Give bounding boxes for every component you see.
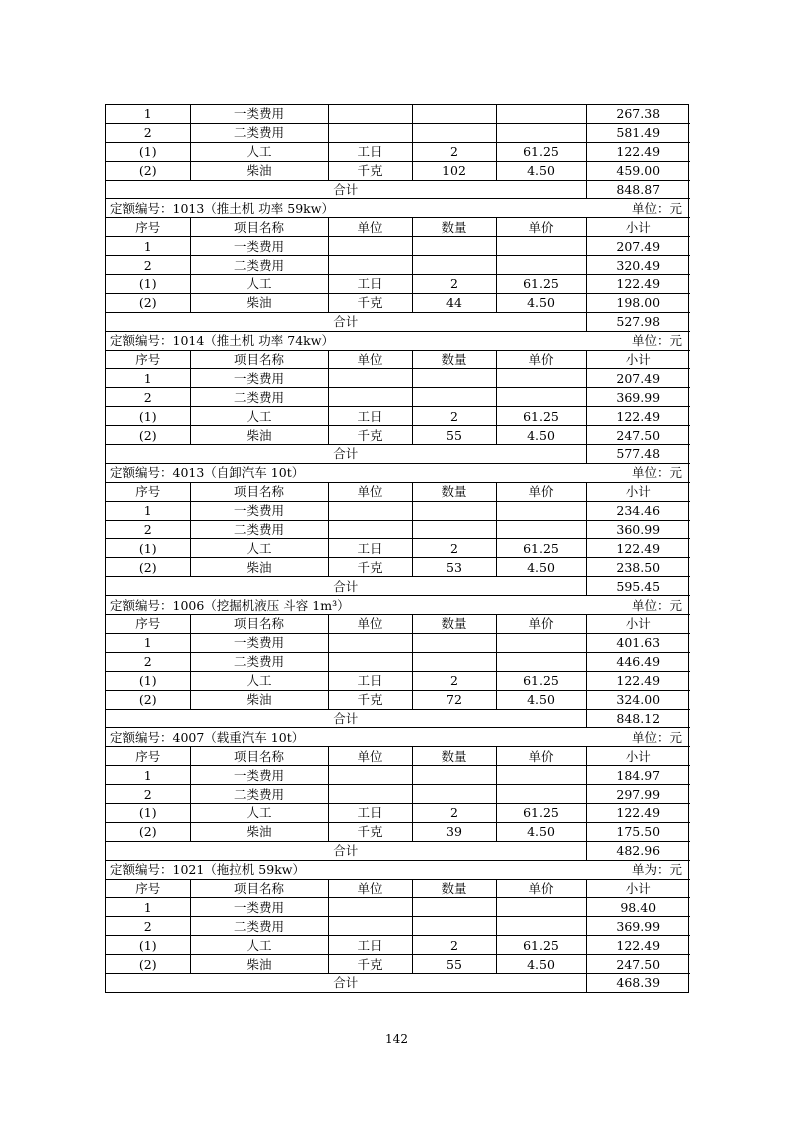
cell-price: 4.50 [496,293,586,312]
cell-subtotal: 234.46 [586,501,690,520]
cell-qty: 2 [412,936,496,955]
cell-subtotal: 207.49 [586,237,690,256]
column-header-qty: 数量 [412,218,496,237]
cell-subtotal: 175.50 [586,822,690,841]
section-header-row [106,596,690,615]
cell-name: 人工 [190,671,328,690]
cell-price [496,388,586,407]
cell-name: 人工 [190,407,328,426]
table-row [106,105,690,123]
cell-qty: 2 [412,671,496,690]
cell-qty: 72 [412,690,496,709]
column-header-row [106,615,690,634]
total-row [106,445,690,464]
table-row [106,558,690,577]
cell-name: 人工 [190,539,328,558]
cell-qty [412,237,496,256]
cell-seq: 2 [106,652,190,671]
section-title: 定额编号：1006（挖掘机液压 斗容 1m³） [106,596,496,615]
cell-seq: (1) [106,275,190,294]
table-row [106,652,690,671]
column-header-price: 单价 [496,218,586,237]
cell-unit: 工日 [328,803,412,822]
cell-qty: 2 [412,407,496,426]
machine-cost-table [105,104,689,993]
column-header-seq: 序号 [106,350,190,369]
table-row [106,936,690,955]
table-row [106,785,690,804]
section-title: 定额编号：1013（推土机 功率 59kw） [106,199,496,218]
section-title: 定额编号：4007（载重汽车 10t） [106,728,496,747]
cell-unit: 千克 [328,955,412,974]
table-row [106,142,690,161]
column-header-name: 项目名称 [190,350,328,369]
cell-unit: 千克 [328,161,412,180]
column-header-row [106,350,690,369]
cell-name: 二类费用 [190,256,328,275]
cell-name: 一类费用 [190,369,328,388]
column-header-subtotal: 小计 [586,350,690,369]
cell-subtotal: 360.99 [586,520,690,539]
cell-seq: 1 [106,766,190,785]
cell-price [496,785,586,804]
cell-qty [412,501,496,520]
cell-subtotal: 369.99 [586,917,690,936]
cell-price: 4.50 [496,822,586,841]
total-value: 848.87 [586,180,690,199]
table-row [106,671,690,690]
cell-qty: 39 [412,822,496,841]
column-header-qty: 数量 [412,615,496,634]
column-header-subtotal: 小计 [586,615,690,634]
cell-qty [412,256,496,275]
cell-seq: (2) [106,822,190,841]
column-header-name: 项目名称 [190,482,328,501]
cell-unit: 千克 [328,690,412,709]
cell-unit [328,123,412,142]
cell-price [496,520,586,539]
cell-subtotal: 98.40 [586,898,690,917]
cell-unit: 千克 [328,822,412,841]
column-header-subtotal: 小计 [586,482,690,501]
table-row [106,123,690,142]
cell-name: 一类费用 [190,105,328,123]
cell-name: 一类费用 [190,898,328,917]
cell-subtotal: 320.49 [586,256,690,275]
cell-subtotal: 238.50 [586,558,690,577]
cell-unit [328,256,412,275]
cell-subtotal: 446.49 [586,652,690,671]
cell-name: 一类费用 [190,766,328,785]
cell-subtotal: 401.63 [586,633,690,652]
cell-price [496,123,586,142]
table-row [106,955,690,974]
total-label: 合计 [106,841,586,860]
cell-price: 61.25 [496,671,586,690]
column-header-qty: 数量 [412,747,496,766]
section-header-row [106,331,690,350]
total-value: 848.12 [586,709,690,728]
cell-name: 二类费用 [190,917,328,936]
cell-seq: 1 [106,501,190,520]
column-header-unit: 单位 [328,879,412,898]
cell-name: 二类费用 [190,785,328,804]
cell-name: 柴油 [190,293,328,312]
table-row [106,275,690,294]
column-header-subtotal: 小计 [586,747,690,766]
cell-name: 人工 [190,936,328,955]
total-row [106,709,690,728]
column-header-qty: 数量 [412,879,496,898]
cell-name: 人工 [190,142,328,161]
table-row [106,539,690,558]
table-row [106,388,690,407]
table-row [106,520,690,539]
total-value: 468.39 [586,973,690,991]
cell-unit [328,898,412,917]
cell-unit [328,369,412,388]
column-header-unit: 单位 [328,482,412,501]
column-header-row [106,482,690,501]
cell-subtotal: 122.49 [586,275,690,294]
total-label: 合计 [106,312,586,331]
column-header-row [106,747,690,766]
cell-seq: 1 [106,369,190,388]
cell-seq: (2) [106,690,190,709]
cell-subtotal: 267.38 [586,105,690,123]
section-header-row [106,728,690,747]
column-header-seq: 序号 [106,879,190,898]
cell-unit [328,633,412,652]
cell-price: 61.25 [496,936,586,955]
cell-price [496,237,586,256]
column-header-subtotal: 小计 [586,879,690,898]
cell-name: 一类费用 [190,237,328,256]
cell-price [496,369,586,388]
cell-qty: 55 [412,426,496,445]
section-title: 定额编号：4013（自卸汽车 10t） [106,463,496,482]
cell-unit [328,388,412,407]
cell-seq: (2) [106,161,190,180]
cell-subtotal: 369.99 [586,388,690,407]
cell-seq: 2 [106,388,190,407]
cell-subtotal: 122.49 [586,142,690,161]
column-header-price: 单价 [496,747,586,766]
cell-unit: 千克 [328,558,412,577]
table-row [106,501,690,520]
cell-subtotal: 459.00 [586,161,690,180]
cell-price: 4.50 [496,955,586,974]
column-header-price: 单价 [496,350,586,369]
cell-name: 一类费用 [190,501,328,520]
total-label: 合计 [106,577,586,596]
cell-seq: (1) [106,142,190,161]
cell-subtotal: 198.00 [586,293,690,312]
cell-unit [328,501,412,520]
cell-seq: 1 [106,898,190,917]
section-unit-note: 单位：元 [496,463,690,482]
cell-unit: 工日 [328,407,412,426]
cell-price: 4.50 [496,690,586,709]
cell-unit: 工日 [328,936,412,955]
table-row [106,407,690,426]
cell-qty [412,785,496,804]
cell-subtotal: 207.49 [586,369,690,388]
cell-seq: (1) [106,671,190,690]
cell-price [496,652,586,671]
cell-price: 4.50 [496,426,586,445]
cell-name: 人工 [190,803,328,822]
cell-price [496,256,586,275]
cell-seq: (2) [106,293,190,312]
column-header-price: 单价 [496,482,586,501]
cell-unit [328,520,412,539]
column-header-seq: 序号 [106,747,190,766]
section-unit-note: 单位：元 [496,331,690,350]
column-header-unit: 单位 [328,350,412,369]
total-row [106,973,690,991]
cell-name: 柴油 [190,822,328,841]
column-header-seq: 序号 [106,218,190,237]
table-row [106,237,690,256]
section-unit-note: 单为：元 [496,860,690,879]
cell-price: 4.50 [496,558,586,577]
section-unit-note: 单位：元 [496,199,690,218]
table-row [106,690,690,709]
cell-seq: 2 [106,917,190,936]
cell-seq: (1) [106,407,190,426]
cell-seq: 2 [106,785,190,804]
cell-name: 柴油 [190,690,328,709]
cell-seq: 2 [106,256,190,275]
column-header-name: 项目名称 [190,879,328,898]
cell-subtotal: 184.97 [586,766,690,785]
cell-qty [412,105,496,123]
cell-seq: (2) [106,955,190,974]
cell-subtotal: 122.49 [586,803,690,822]
cell-qty [412,388,496,407]
table-row [106,293,690,312]
cell-subtotal: 324.00 [586,690,690,709]
total-row [106,312,690,331]
cell-seq: 2 [106,123,190,142]
cell-name: 一类费用 [190,633,328,652]
cell-subtotal: 122.49 [586,671,690,690]
cell-subtotal: 247.50 [586,426,690,445]
cell-name: 人工 [190,275,328,294]
total-label: 合计 [106,445,586,464]
cell-unit [328,766,412,785]
cell-seq: 1 [106,237,190,256]
cell-price: 61.25 [496,803,586,822]
section-title: 定额编号：1021（拖拉机 59kw） [106,860,496,879]
column-header-name: 项目名称 [190,615,328,634]
table-row [106,917,690,936]
column-header-seq: 序号 [106,482,190,501]
table-row [106,161,690,180]
table-row [106,369,690,388]
total-value: 482.96 [586,841,690,860]
cell-qty [412,633,496,652]
cell-subtotal: 122.49 [586,539,690,558]
cell-name: 二类费用 [190,388,328,407]
cell-price: 61.25 [496,142,586,161]
cell-qty: 53 [412,558,496,577]
column-header-qty: 数量 [412,482,496,501]
cell-seq: 1 [106,105,190,123]
cell-seq: (1) [106,936,190,955]
column-header-name: 项目名称 [190,747,328,766]
table-row [106,822,690,841]
total-value: 595.45 [586,577,690,596]
section-header-row [106,199,690,218]
column-header-subtotal: 小计 [586,218,690,237]
cell-unit: 工日 [328,539,412,558]
cell-unit: 工日 [328,671,412,690]
column-header-unit: 单位 [328,747,412,766]
column-header-price: 单价 [496,615,586,634]
total-row [106,841,690,860]
cell-price [496,766,586,785]
column-header-row [106,879,690,898]
cell-price: 61.25 [496,275,586,294]
cell-subtotal: 297.99 [586,785,690,804]
section-unit-note: 单位：元 [496,728,690,747]
column-header-price: 单价 [496,879,586,898]
cell-price [496,105,586,123]
table-row [106,803,690,822]
cell-name: 柴油 [190,955,328,974]
total-value: 577.48 [586,445,690,464]
cell-unit [328,105,412,123]
cell-price [496,633,586,652]
cell-qty [412,898,496,917]
cell-unit [328,785,412,804]
cell-qty [412,917,496,936]
table-row [106,426,690,445]
cell-subtotal: 247.50 [586,955,690,974]
cell-unit: 千克 [328,293,412,312]
cell-seq: (2) [106,426,190,445]
total-label: 合计 [106,180,586,199]
cell-subtotal: 122.49 [586,936,690,955]
cell-name: 二类费用 [190,652,328,671]
cell-subtotal: 581.49 [586,123,690,142]
total-label: 合计 [106,709,586,728]
cell-seq: (1) [106,803,190,822]
section-header-row [106,463,690,482]
page-number: 142 [385,1032,408,1046]
cell-price [496,917,586,936]
cell-qty: 2 [412,539,496,558]
cell-price: 61.25 [496,407,586,426]
section-unit-note: 单位：元 [496,596,690,615]
cell-unit [328,237,412,256]
table-row [106,633,690,652]
cell-qty: 2 [412,803,496,822]
cell-name: 柴油 [190,426,328,445]
column-header-unit: 单位 [328,218,412,237]
table-row [106,766,690,785]
column-header-unit: 单位 [328,615,412,634]
cell-price [496,501,586,520]
cell-qty [412,766,496,785]
cell-unit: 工日 [328,275,412,294]
table-row [106,898,690,917]
cell-qty: 2 [412,142,496,161]
cell-qty [412,520,496,539]
cell-subtotal: 122.49 [586,407,690,426]
total-label: 合计 [106,973,586,991]
cell-name: 二类费用 [190,520,328,539]
cell-seq: (1) [106,539,190,558]
column-header-seq: 序号 [106,615,190,634]
cell-qty: 2 [412,275,496,294]
cell-qty [412,369,496,388]
cell-qty [412,123,496,142]
cell-unit: 工日 [328,142,412,161]
cell-unit: 千克 [328,426,412,445]
cell-price: 4.50 [496,161,586,180]
total-value: 527.98 [586,312,690,331]
section-header-row [106,860,690,879]
cell-name: 二类费用 [190,123,328,142]
cell-price [496,898,586,917]
cell-seq: (2) [106,558,190,577]
total-row [106,180,690,199]
cell-qty [412,652,496,671]
total-row [106,577,690,596]
column-header-qty: 数量 [412,350,496,369]
cell-unit [328,917,412,936]
cell-name: 柴油 [190,558,328,577]
cell-qty: 44 [412,293,496,312]
column-header-name: 项目名称 [190,218,328,237]
section-title: 定额编号：1014（推土机 功率 74kw） [106,331,496,350]
cell-qty: 55 [412,955,496,974]
cell-seq: 1 [106,633,190,652]
cell-unit [328,652,412,671]
cell-price: 61.25 [496,539,586,558]
cell-seq: 2 [106,520,190,539]
cell-qty: 102 [412,161,496,180]
column-header-row [106,218,690,237]
table-row [106,256,690,275]
cell-name: 柴油 [190,161,328,180]
